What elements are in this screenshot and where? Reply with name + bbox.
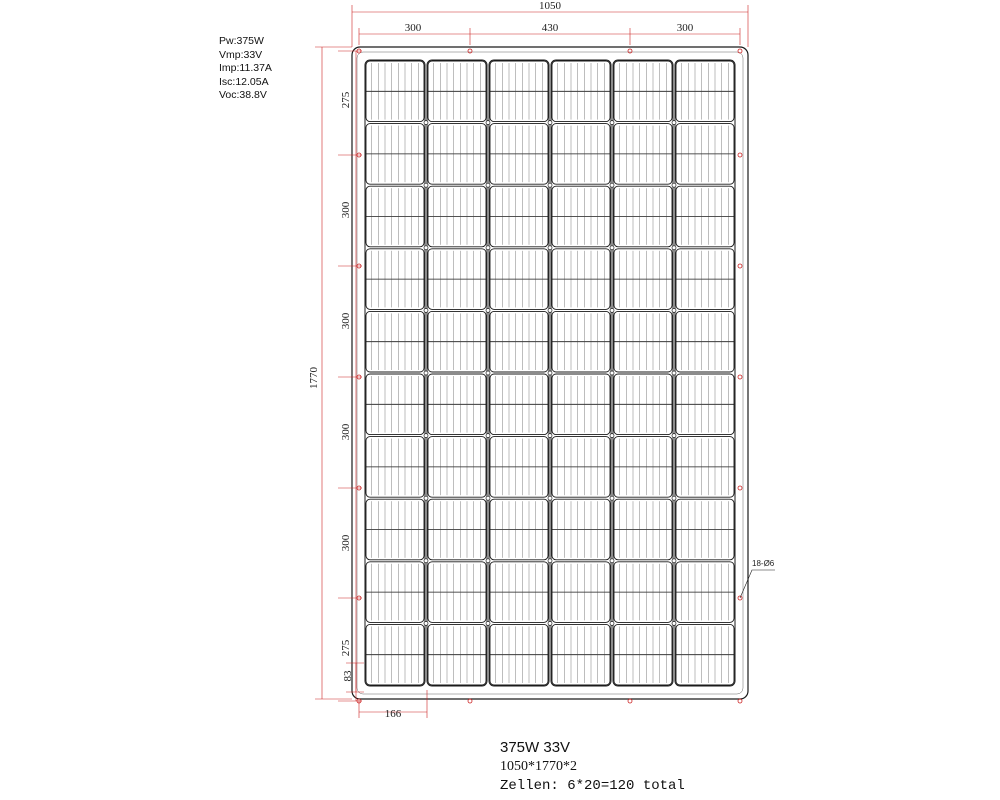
mounting-hole [738,264,742,268]
hole-callout-leader [740,570,775,598]
cell-corner-node [548,496,552,500]
cell-corner-node [548,308,552,312]
cell-corner-node [548,371,552,375]
cell-corner-node [548,183,552,187]
mounting-hole [628,49,632,53]
cell-corner-node [610,496,614,500]
mounting-hole [738,49,742,53]
hole-callout: 18-Ø6 [752,559,775,568]
cell-corner-node [548,559,552,563]
cell-corner-node [672,121,676,125]
dim-left-seg-3: 300 [340,312,352,330]
mounting-hole [738,375,742,379]
dim-bottom-width: 166 [384,708,402,720]
dim-overall-width: 1050 [539,0,561,12]
cell-corner-node [424,434,428,438]
spec-voc: Voc:38.8V [219,89,267,101]
cell-corner-node [610,559,614,563]
cell-corner-node [548,121,552,125]
cell-corner-node [610,183,614,187]
cell-corner-node [672,559,676,563]
cell-corner-node [424,183,428,187]
cell-corner-node [486,559,490,563]
cell-corner-node [672,434,676,438]
cell-corner-node [424,559,428,563]
cell-corner-node [548,621,552,625]
spec-imp: Imp:11.37A [219,62,272,74]
dim-left-seg-5: 300 [340,534,352,552]
cell-corner-node [672,371,676,375]
cell-corner-node [486,621,490,625]
cell-corner-node [548,434,552,438]
dim-left-seg-2: 300 [340,201,352,219]
cell-corner-node [486,121,490,125]
cell-corner-node [672,621,676,625]
cell-corner-node [486,496,490,500]
cell-corner-node [610,621,614,625]
cell-corner-node [610,434,614,438]
caption-cells: Zellen: 6*20=120 total [500,778,685,794]
cell-corner-node [610,371,614,375]
cell-corner-node [672,183,676,187]
cell-corner-node [610,246,614,250]
cell-corner-node [486,434,490,438]
dim-left-seg-6: 275 [340,639,352,657]
cell-corner-node [486,371,490,375]
cell-corner-node [486,308,490,312]
cell-corner-node [424,121,428,125]
mounting-hole [468,49,472,53]
cell-corner-node [610,308,614,312]
cell-corner-node [486,246,490,250]
mounting-hole [738,153,742,157]
caption-rating: 375W 33V [500,739,571,756]
mounting-hole [738,486,742,490]
dim-bottom-offset: 83 [342,670,354,682]
spec-power: Pw:375W [219,35,264,47]
cell-corner-node [672,246,676,250]
dim-left-seg-1: 275 [340,91,352,109]
cell-corner-node [672,496,676,500]
cell-corner-node [486,183,490,187]
dim-top-right: 300 [676,22,694,34]
dim-left-seg-4: 300 [340,423,352,441]
cell-corner-node [424,308,428,312]
spec-isc: Isc:12.05A [219,75,269,88]
cell-corner-node [610,121,614,125]
dimension-lines [315,5,775,718]
cell-corner-node [424,371,428,375]
spec-vmp: Vmp:33V [219,48,263,61]
dim-top-left: 300 [404,22,422,34]
cell-corner-node [672,308,676,312]
solar-cell-grid [365,60,735,686]
cell-corner-node [548,246,552,250]
caption-size: 1050*1770*2 [500,759,577,774]
cell-corner-node [424,496,428,500]
dim-top-middle: 430 [541,22,559,34]
cell-corner-node [424,246,428,250]
cell-corner-node [424,621,428,625]
caption [500,738,685,796]
dim-overall-height: 1770 [308,367,320,389]
